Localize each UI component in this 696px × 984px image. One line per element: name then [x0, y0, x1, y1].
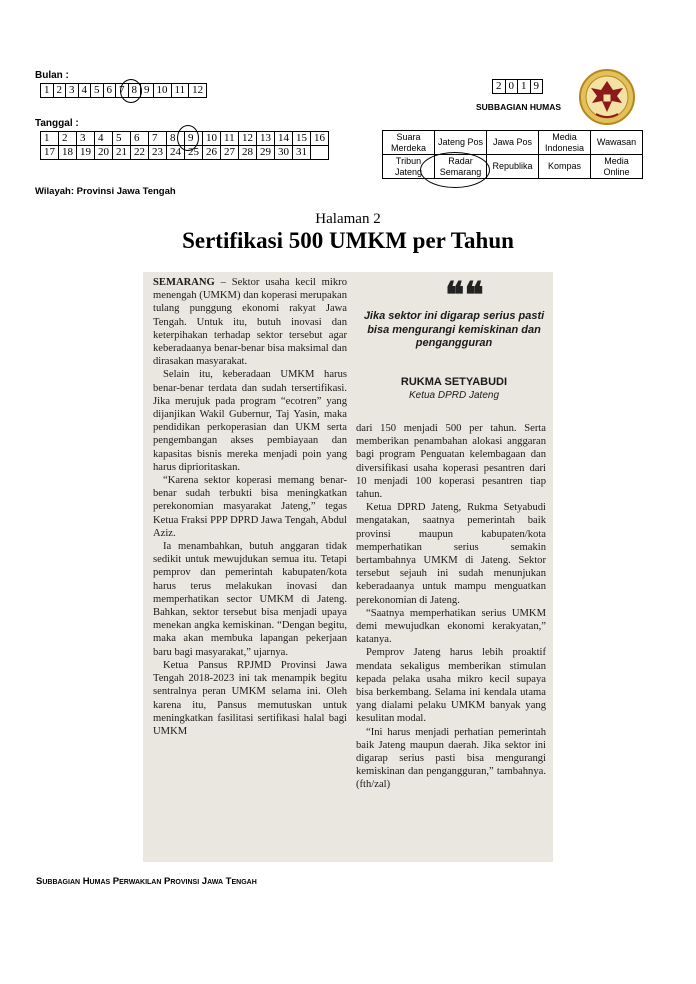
quote-author: RUKMA SETYABUDI — [400, 376, 508, 388]
date-cell: 26 — [203, 146, 221, 160]
date-cell: 3 — [77, 132, 95, 146]
date-cell: 25 — [185, 146, 203, 160]
date-cell: 11 — [221, 132, 239, 146]
article-paragraph: “Karena sektor koperasi memang benar-benar sudah terbukti bisa meningkatkan perekonomian masyarakat Jateng,” tegas Ketua Fraksi PPP DPRD Jawa Tengah, Abdul Aziz. — [153, 475, 347, 539]
date-cell: 23 — [149, 146, 167, 160]
date-cell: 15 — [293, 132, 311, 146]
date-cell: 29 — [257, 146, 275, 160]
article-paragraph: Pemprov Jateng harus lebih proaktif mendata sekaligus memberikan stimulan kepada pelaka usaha mikro kecil supaya bisa berkembang. Selama ini kendala utama yang dialami pelaku UMKM banyak yang kesulitan modal. — [356, 647, 546, 725]
month-cell: 1 — [41, 84, 54, 98]
date-cell: 7 — [149, 132, 167, 146]
date-cell: 2 — [59, 132, 77, 146]
page-number: Halaman 2 — [315, 211, 381, 227]
bulan-selected-circle — [120, 79, 142, 103]
article-paragraph: “Ini harus menjadi perhatian pemerintah baik Jateng maupun daerah. Jika sektor ini digarap serius pasti bisa mengurangi kemiskinan dan pengangguran,” tambahnya. (fth/zal) — [356, 726, 546, 791]
quote-marks-icon: ❝❝ — [445, 275, 484, 315]
month-cell: 2 — [53, 84, 66, 98]
article-column-1 — [153, 276, 347, 738]
article-paragraph: SEMARANG – Sektor usaha kecil mikro menengah (UMKM) dan koperasi merupakan tulang punggung ekonomi rakyat Jawa Tengah. Untuk itu, butuh inovasi dan keterpihakan terhadap sektor tersebut agar keberadaanya benar-benar bisa maksimal dan dirasakan masyarakat. — [153, 277, 347, 368]
date-cell: 5 — [113, 132, 131, 146]
date-cell: 20 — [95, 146, 113, 160]
date-cell: 6 — [131, 132, 149, 146]
date-cell: 21 — [113, 146, 131, 160]
date-cell: 16 — [311, 132, 329, 146]
media-cell: Suara Merdeka — [383, 131, 435, 155]
media-cell: Radar Semarang — [435, 155, 487, 179]
article-paragraph: Ia menambahkan, butuh anggaran tidak sedikit untuk mewujdukan semua itu. Tetapi pemprov dan pemerintah kabupaten/kota harus terus melakukan inovasi dan memperhatikan sector UMKM di Jateng. Bahkan, sektor tersebut bisa menjadi upaya menekan angka kemiskinan. “Dengan begitu, maka akan membuka lapangan pekerjaan baru bagi masyarakat,” ujarnya. — [153, 541, 347, 658]
garuda-emblem-icon — [578, 68, 636, 126]
date-cell: 19 — [77, 146, 95, 160]
month-cell: 12 — [189, 84, 207, 98]
headline: Sertifikasi 500 UMKM per Tahun — [182, 228, 514, 253]
media-cell: Wawasan — [591, 131, 643, 155]
article-paragraph: Ketua DPRD Jateng, Rukma Setyabudi mengatakan, saatnya pemerintah baik provinsi maupun kabupaten/kota memperhatikan serius semakin bertambahnya UMKM di Jateng. Sektor tersebut sejauh ini sudah menunjukan keberadaanya untuk mampu menguatkan perekonomian di Jateng. — [356, 502, 546, 606]
date-cell: 12 — [239, 132, 257, 146]
date-cell: 9 — [185, 132, 203, 146]
month-cell: 6 — [103, 84, 116, 98]
date-cell: 24 — [167, 146, 185, 160]
media-cell: Jateng Pos — [435, 131, 487, 155]
month-cell: 3 — [66, 84, 79, 98]
month-cell: 10 — [153, 84, 171, 98]
wilayah-label: Wilayah: Provinsi Jawa Tengah — [35, 186, 176, 197]
date-cell: 8 — [167, 132, 185, 146]
month-cell: 4 — [78, 84, 91, 98]
subbagian-label: SUBBAGIAN HUMAS — [476, 102, 561, 112]
date-cell: 4 — [95, 132, 113, 146]
month-cell: 8 — [128, 84, 141, 98]
pull-quote-text: Jika sektor ini digarap serius pasti bisa mengurangi kemiskinan dan pengangguran — [363, 310, 545, 349]
date-cell: 17 — [41, 146, 59, 160]
date-cell: 13 — [257, 132, 275, 146]
year-digit-cell: 9 — [530, 80, 543, 94]
month-cell: 9 — [141, 84, 154, 98]
quote-role: Ketua DPRD Jateng — [408, 390, 500, 401]
date-cell: 27 — [221, 146, 239, 160]
newspaper-clipping — [143, 272, 553, 862]
dateline: SEMARANG — [153, 277, 215, 288]
article-paragraph: dari 150 menjadi 500 per tahun. Serta memberikan penambahan alokasi anggaran bagi program Penguatan kelembagaan dan diversifikasi usaha koperasi pesantren dari 10 menjadi 100 koperasi pesantren tiap tahun. — [356, 423, 546, 501]
media-cell: Republika — [487, 155, 539, 179]
date-cell: 10 — [203, 132, 221, 146]
month-cell: 7 — [116, 84, 129, 98]
date-cell: 28 — [239, 146, 257, 160]
media-cell: Media Online — [591, 155, 643, 179]
pull-quote — [353, 272, 553, 422]
year-grid — [492, 79, 543, 94]
year-digit-cell: 2 — [493, 80, 506, 94]
article-column-2 — [356, 422, 546, 792]
tanggal-label: Tanggal : — [35, 118, 79, 129]
article-paragraph: “Saatnya memperhatikan serius UMKM demi mewujudkan ekonomi kerakyatan,” katanya. — [356, 607, 546, 646]
article-paragraph: Selain itu, keberadaan UMKM harus benar-benar terdata dan sudah tersertifikasi. Jika merujuk pada program “ecotren” yang dijanjikan Wakil Gubernur, Taj Yasin, maka pendidikan perkoperasian dan UKM serta pengembangan akses pembiayaan dan kapasitas bisnis mereka menjadi poin yang harus diprioritaskan. — [153, 369, 347, 473]
media-selected-circle — [420, 152, 490, 188]
media-cell: Tribun Jateng — [383, 155, 435, 179]
date-cell: 22 — [131, 146, 149, 160]
date-cell: 1 — [41, 132, 59, 146]
bulan-label: Bulan : — [35, 70, 69, 81]
year-digit-cell: 0 — [505, 80, 518, 94]
footer-label: Subbagian Humas Perwakilan Provinsi Jawa Tengah — [36, 876, 257, 887]
date-cell: 30 — [275, 146, 293, 160]
date-cell: 18 — [59, 146, 77, 160]
month-cell: 11 — [171, 84, 189, 98]
month-cell: 5 — [91, 84, 104, 98]
article-paragraph: Ketua Pansus RPJMD Provinsi Jawa Tengah 2018-2023 ini tak menampik begitu sentralnya peran UMKM selama ini. Oleh karena itu, Pansus memutuskan untuk meningkatkan fasilitasi sertifikasi halal bagi UMKM — [153, 659, 347, 737]
year-digit-cell: 1 — [518, 80, 531, 94]
media-cell: Media Indonesia — [539, 131, 591, 155]
tanggal-selected-circle — [177, 125, 199, 151]
media-cell: Kompas — [539, 155, 591, 179]
date-cell: 14 — [275, 132, 293, 146]
date-cell — [311, 146, 329, 160]
media-cell: Jawa Pos — [487, 131, 539, 155]
date-cell: 31 — [293, 146, 311, 160]
